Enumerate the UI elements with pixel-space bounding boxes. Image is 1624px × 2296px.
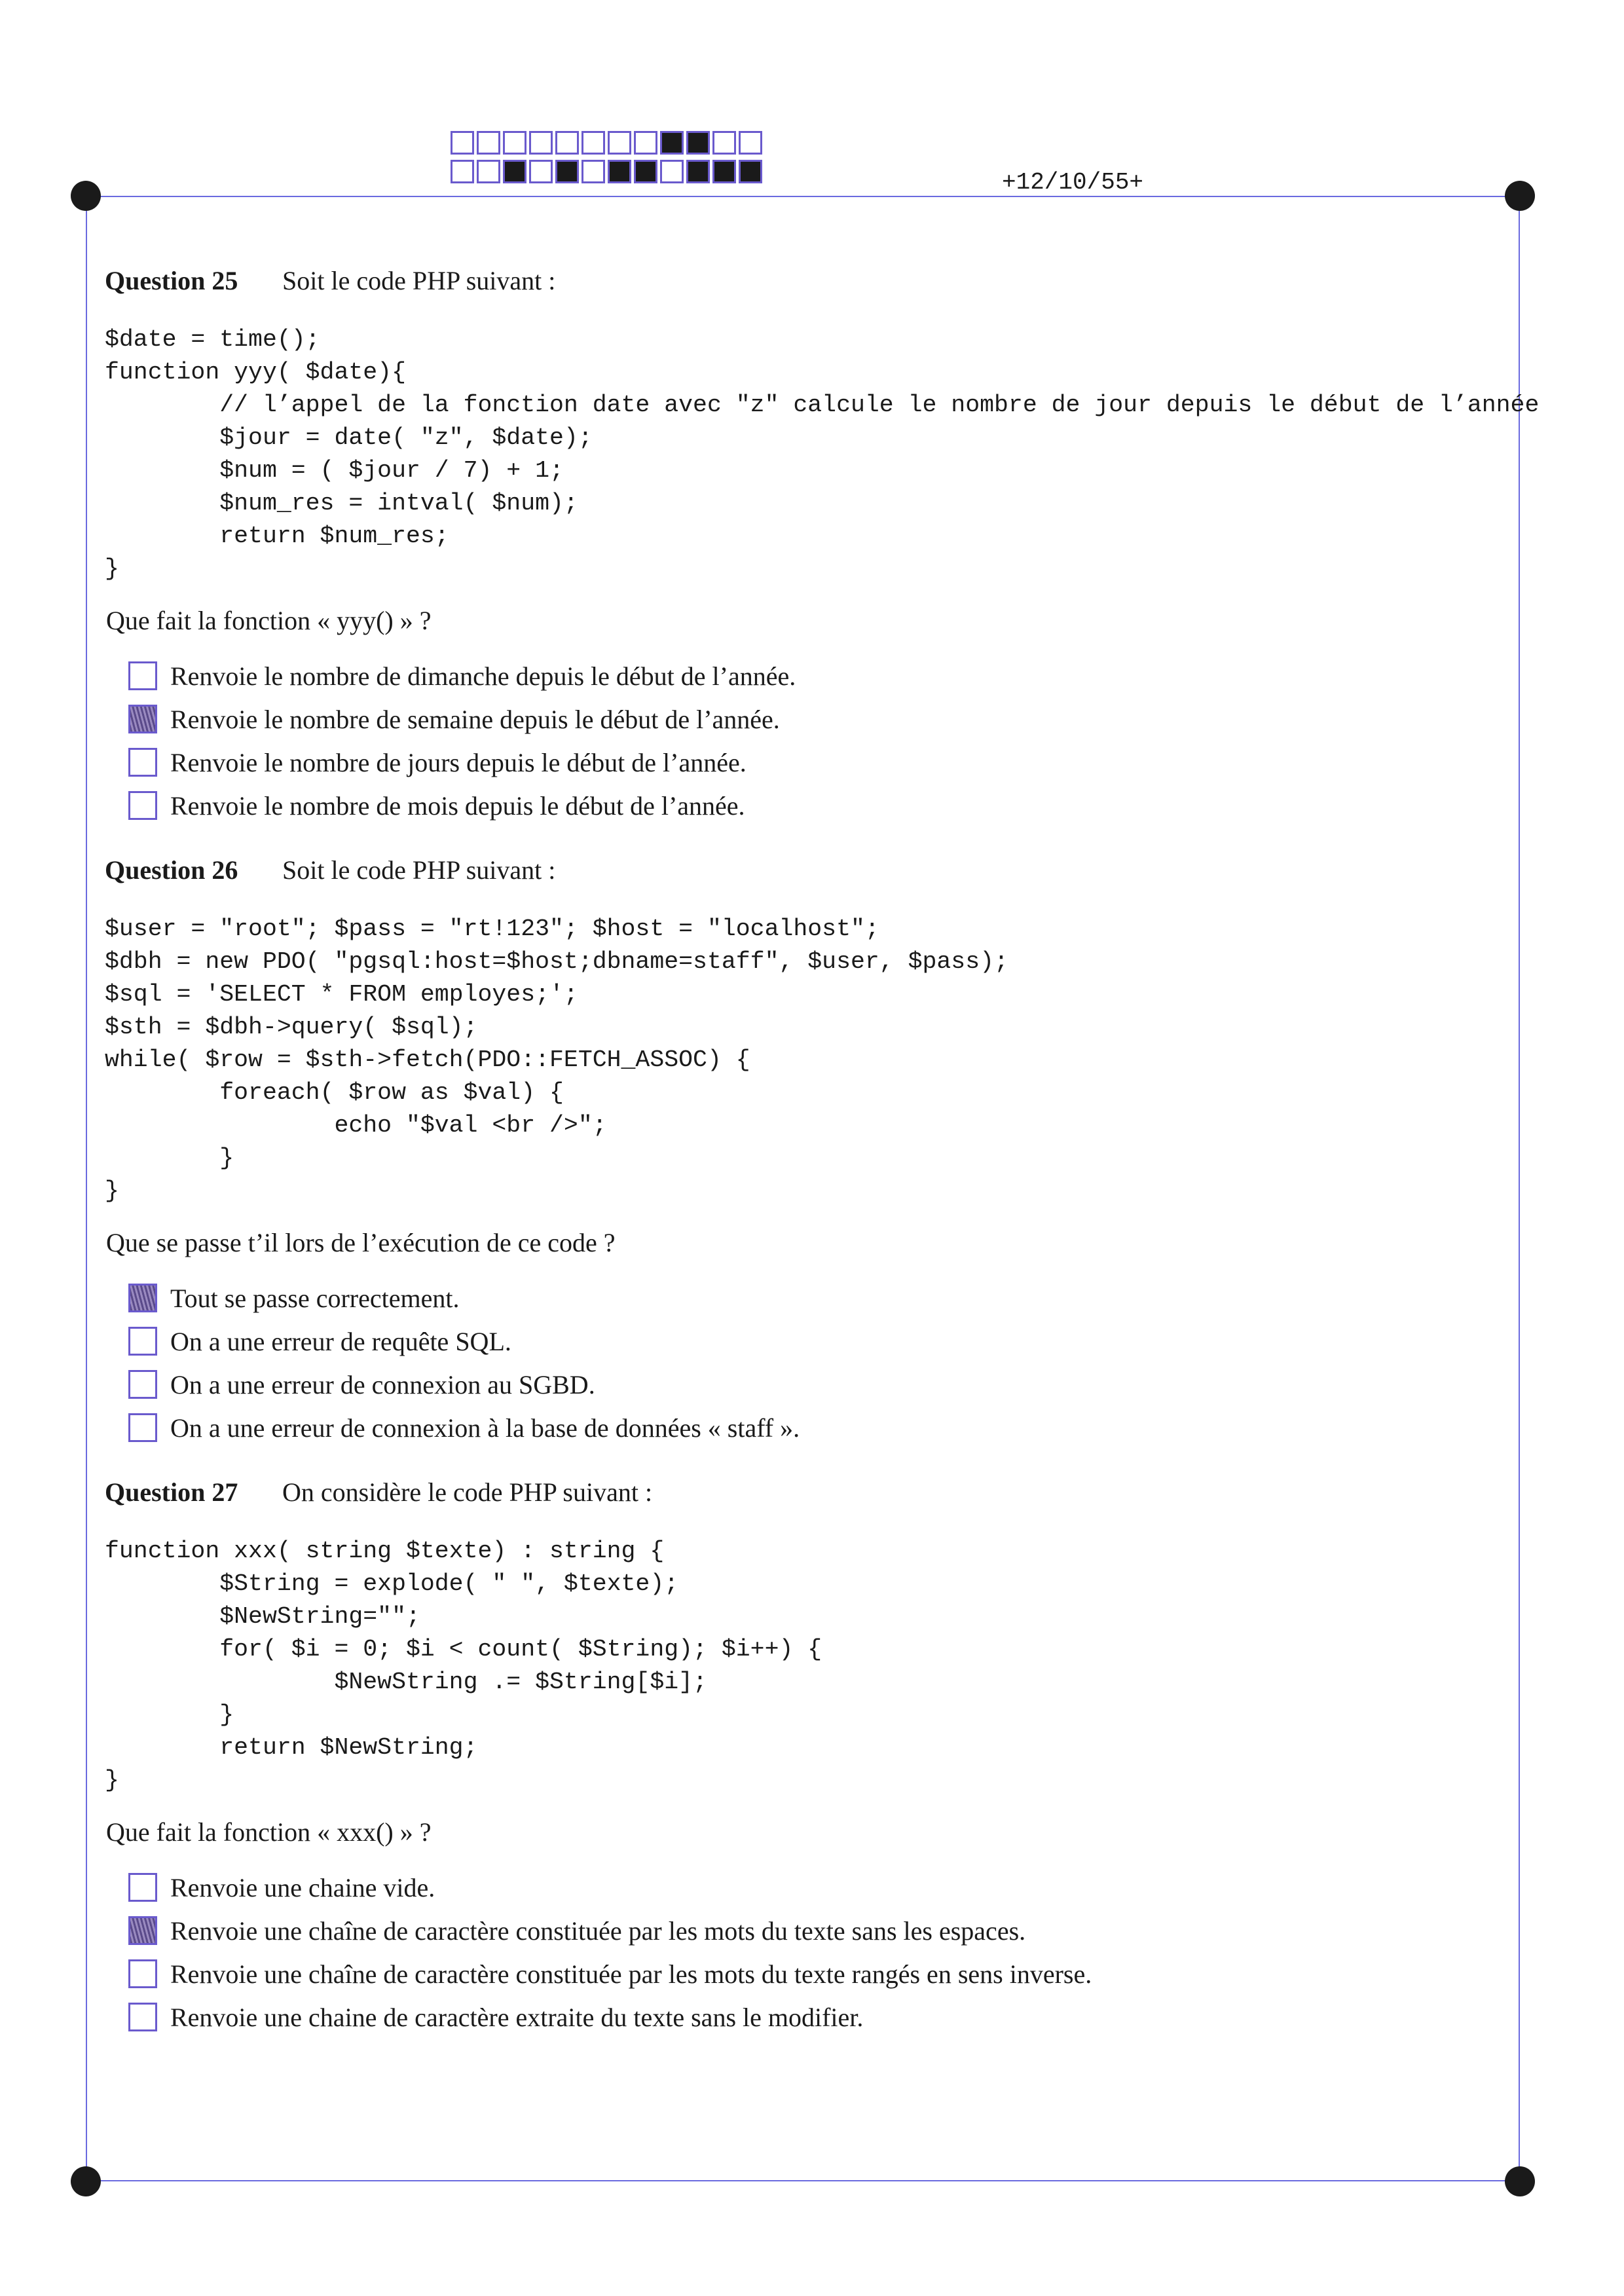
barcode-cell bbox=[451, 160, 474, 183]
barcode-cell bbox=[712, 160, 736, 183]
question-intro: On considère le code PHP suivant : bbox=[282, 1477, 653, 1507]
page-id: +12/10/55+ bbox=[1002, 169, 1144, 196]
barcode-cell bbox=[712, 131, 736, 155]
barcode-cell bbox=[581, 160, 605, 183]
barcode-cell bbox=[739, 160, 762, 183]
question-header bbox=[105, 265, 1532, 296]
checkbox[interactable] bbox=[128, 1370, 157, 1399]
answer-label: Tout se passe correctement. bbox=[170, 1283, 460, 1313]
barcode-cell bbox=[660, 131, 684, 155]
question-27 bbox=[105, 1477, 1532, 2039]
barcode-cell bbox=[555, 131, 579, 155]
barcode-cell bbox=[503, 131, 526, 155]
barcode-cell bbox=[477, 160, 500, 183]
barcode-cell bbox=[660, 160, 684, 183]
questions-content bbox=[105, 265, 1540, 2066]
answer-label: Renvoie une chaine de caractère extraite du texte sans le modifier. bbox=[170, 2002, 864, 2032]
barcode-cell bbox=[503, 160, 526, 183]
answer-label: Renvoie le nombre de dimanche depuis le début de l’année. bbox=[170, 661, 796, 691]
answer-option[interactable] bbox=[128, 1866, 1532, 1909]
checkbox[interactable] bbox=[128, 1959, 157, 1988]
answer-label: Renvoie une chaine vide. bbox=[170, 1872, 435, 1902]
barcode-cell bbox=[634, 160, 657, 183]
answer-option[interactable] bbox=[128, 654, 1532, 697]
corner-mark-top-left bbox=[71, 181, 101, 211]
checkbox[interactable] bbox=[128, 661, 157, 690]
question-number: Question 26 bbox=[105, 855, 238, 885]
code-block: function xxx( string $texte) : string { $String = explode( " ", $texte); $NewString=""; for( $i = 0; $i < count( $String); $i++) { $NewString .= $String[$i]; } return $NewString; } bbox=[105, 1538, 822, 1794]
checkbox[interactable] bbox=[128, 1873, 157, 1902]
answer-list bbox=[128, 654, 1532, 827]
answer-option[interactable] bbox=[128, 784, 1532, 827]
barcode-cell bbox=[451, 131, 474, 155]
barcode-cell bbox=[686, 160, 710, 183]
page-barcode bbox=[451, 131, 762, 183]
barcode-cell bbox=[529, 131, 553, 155]
answer-label: On a une erreur de connexion au SGBD. bbox=[170, 1369, 595, 1399]
barcode-cell bbox=[608, 160, 631, 183]
question-prompt: Que fait la fonction « yyy() » ? bbox=[106, 606, 432, 635]
checkbox[interactable] bbox=[128, 748, 157, 777]
question-25 bbox=[105, 265, 1540, 827]
answer-option[interactable] bbox=[128, 1995, 1532, 2039]
question-prompt: Que se passe t’il lors de l’exécution de ce code ? bbox=[106, 1228, 616, 1257]
question-number: Question 25 bbox=[105, 266, 238, 295]
barcode-cell bbox=[581, 131, 605, 155]
corner-mark-top-right bbox=[1505, 181, 1535, 211]
code-block: $user = "root"; $pass = "rt!123"; $host = "localhost"; $dbh = new PDO( "pgsql:host=$host;dbname=staff", $user, $pass); $sql = 'SELECT * FROM employes;'; $sth = $dbh->query( $sql); while( $row = $sth->fetch(PDO::FETCH_ASSOC) { foreach( $row as $val) { echo "$val <br />"; } } bbox=[105, 916, 1008, 1204]
answer-option[interactable] bbox=[128, 1952, 1532, 1995]
checkbox[interactable] bbox=[128, 791, 157, 820]
question-26 bbox=[105, 855, 1532, 1449]
barcode-cell bbox=[634, 131, 657, 155]
barcode-cell bbox=[477, 131, 500, 155]
question-intro: Soit le code PHP suivant : bbox=[282, 266, 556, 295]
answer-label: On a une erreur de requête SQL. bbox=[170, 1326, 511, 1356]
question-header bbox=[105, 1477, 1532, 1508]
answer-label: Renvoie le nombre de mois depuis le début de l’année. bbox=[170, 790, 745, 821]
checkbox[interactable] bbox=[128, 2003, 157, 2031]
answer-label: On a une erreur de connexion à la base de données « staff ». bbox=[170, 1413, 800, 1443]
question-prompt: Que fait la fonction « xxx() » ? bbox=[106, 1817, 432, 1847]
checkbox[interactable] bbox=[128, 1413, 157, 1442]
barcode-cell bbox=[686, 131, 710, 155]
corner-mark-bottom-left bbox=[71, 2166, 101, 2196]
corner-mark-bottom-right bbox=[1505, 2166, 1535, 2196]
barcode-row-2 bbox=[451, 160, 762, 183]
answer-label: Renvoie le nombre de semaine depuis le début de l’année. bbox=[170, 704, 780, 734]
barcode-cell bbox=[739, 131, 762, 155]
answer-list bbox=[128, 1276, 1532, 1449]
answer-option[interactable] bbox=[128, 697, 1532, 741]
checkbox[interactable] bbox=[128, 705, 157, 733]
question-intro: Soit le code PHP suivant : bbox=[282, 855, 556, 885]
answer-option[interactable] bbox=[128, 741, 1532, 784]
answer-label: Renvoie le nombre de jours depuis le début de l’année. bbox=[170, 747, 747, 777]
answer-option[interactable] bbox=[128, 1406, 1532, 1449]
answer-label: Renvoie une chaîne de caractère constituée par les mots du texte rangés en sens inverse. bbox=[170, 1959, 1092, 1989]
barcode-cell bbox=[608, 131, 631, 155]
question-number: Question 27 bbox=[105, 1477, 238, 1507]
checkbox[interactable] bbox=[128, 1327, 157, 1356]
answer-list bbox=[128, 1866, 1532, 2039]
checkbox[interactable] bbox=[128, 1284, 157, 1312]
question-header bbox=[105, 855, 1532, 885]
code-block: $date = time(); function yyy( $date){ // l’appel de la fonction date avec "z" calcule le nombre de jour depuis le début de l’année $jour = date( "z", $date); $num = ( $jour / 7) + 1; $num_res = intval( $num); return $num_res; } bbox=[105, 326, 1540, 582]
barcode-cell bbox=[555, 160, 579, 183]
barcode-row-1 bbox=[451, 131, 762, 155]
answer-option[interactable] bbox=[128, 1909, 1532, 1952]
answer-option[interactable] bbox=[128, 1276, 1532, 1320]
answer-option[interactable] bbox=[128, 1363, 1532, 1406]
barcode-cell bbox=[529, 160, 553, 183]
checkbox[interactable] bbox=[128, 1916, 157, 1945]
answer-option[interactable] bbox=[128, 1320, 1532, 1363]
answer-label: Renvoie une chaîne de caractère constituée par les mots du texte sans les espaces. bbox=[170, 1916, 1026, 1946]
